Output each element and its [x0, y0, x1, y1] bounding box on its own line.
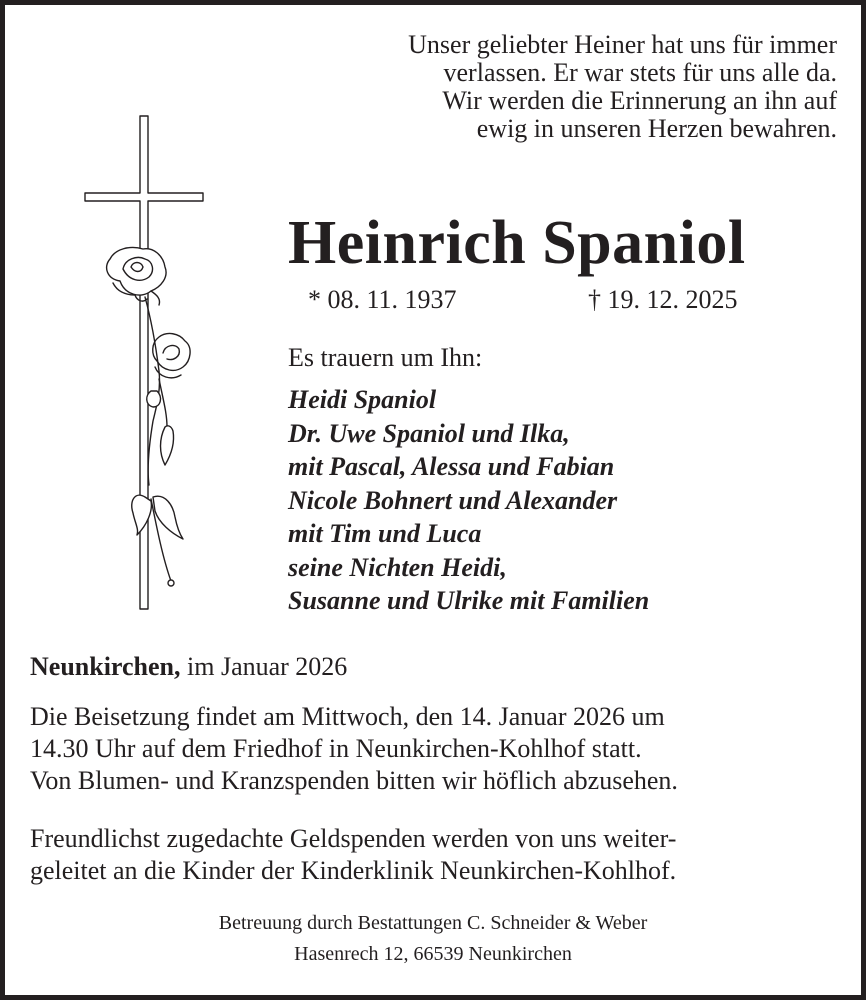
mourner-line: mit Pascal, Alessa und Fabian	[288, 452, 615, 481]
donation-line: Freundlichst zugedachte Geldspenden werden von uns weiter-	[30, 824, 677, 853]
undertaker-line: Betreuung durch Bestattungen C. Schneider & Weber	[218, 912, 648, 934]
burial-line: 14.30 Uhr auf dem Friedhof in Neunkirchen-Kohlhof statt.	[30, 734, 642, 763]
undertaker-address: Hasenrech 12, 66539 Neunkirchen	[294, 943, 572, 965]
motto-line: Unser geliebter Heiner hat uns für immer	[408, 30, 837, 59]
death-date: † 19. 12. 2025	[588, 285, 738, 314]
donation-info	[30, 823, 676, 887]
date-line: im Januar 2026	[180, 652, 348, 681]
burial-info	[30, 701, 678, 797]
place-and-date	[30, 652, 347, 682]
mourner-line: mit Tim und Luca	[288, 519, 482, 548]
mourner-line: seine Nichten Heidi,	[288, 552, 507, 582]
motto-line: ewig in unseren Herzen bewahren.	[476, 114, 837, 143]
mourner-line: Heidi Spaniol	[288, 385, 437, 414]
burial-line: Die Beisetzung findet am Mittwoch, den 14. Januar 2026 um	[30, 702, 665, 731]
mourner-line: Susanne und Ulrike mit Familien	[288, 586, 650, 615]
place: Neunkirchen,	[30, 652, 181, 681]
motto-verse	[277, 31, 837, 143]
mourners-heading: Es trauern um Ihn:	[288, 343, 483, 372]
mourner-line: Nicole Bohnert und Alexander	[288, 485, 618, 515]
mourners-list	[288, 383, 649, 618]
motto-line: verlassen. Er war stets für uns alle da.	[443, 58, 837, 87]
burial-line: Von Blumen- und Kranzspenden bitten wir höflich abzusehen.	[30, 766, 678, 795]
birth-date: * 08. 11. 1937	[308, 285, 457, 314]
obituary-notice	[5, 5, 861, 995]
deceased-name: Heinrich Spaniol	[288, 209, 746, 277]
motto-line: Wir werden die Erinnerung an ihn auf	[442, 86, 837, 115]
undertaker-info	[5, 908, 861, 970]
cross-with-roses-icon	[75, 109, 215, 614]
donation-line: geleitet an die Kinder der Kinderklinik Neunkirchen-Kohlhof.	[30, 856, 677, 885]
mourner-line: Dr. Uwe Spaniol und Ilka,	[288, 418, 570, 448]
